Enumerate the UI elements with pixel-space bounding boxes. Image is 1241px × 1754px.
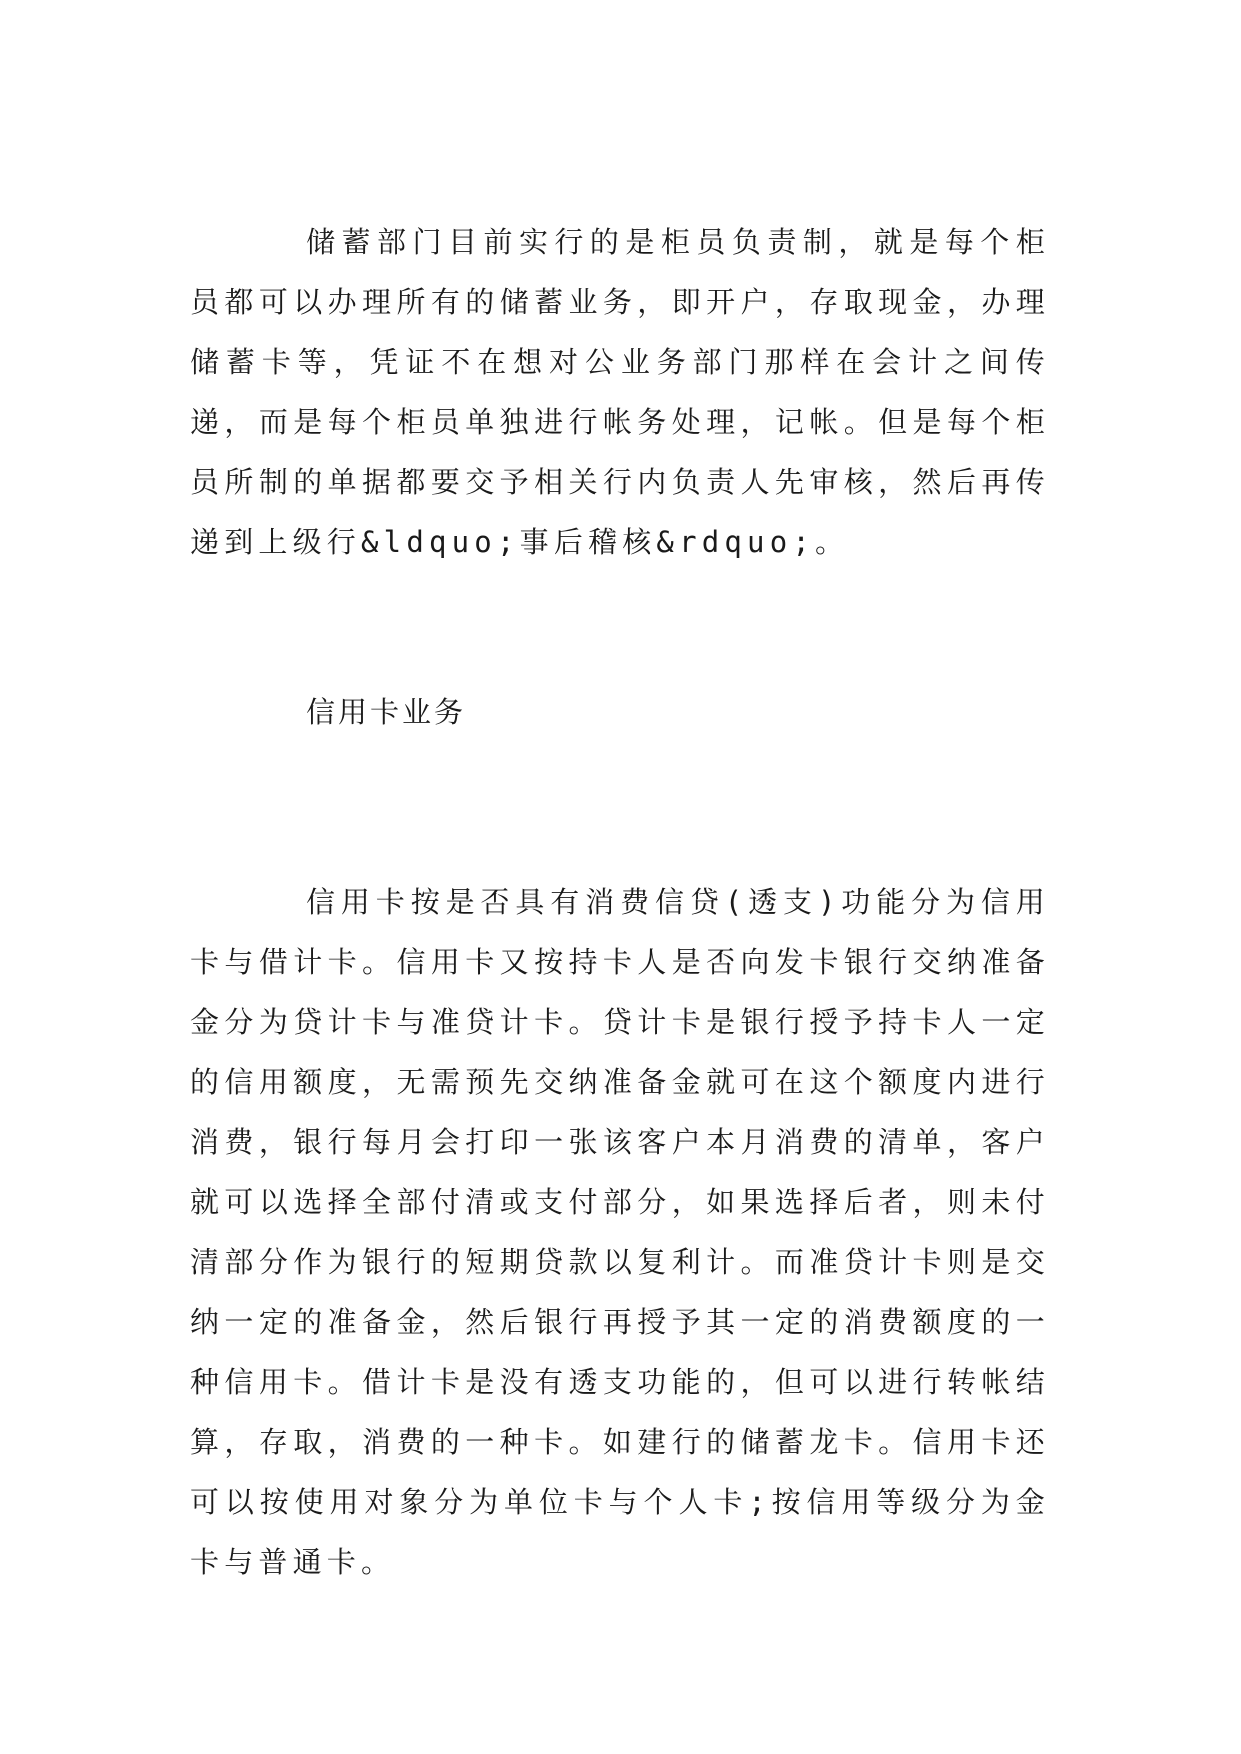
- paragraph-savings-department: 储蓄部门目前实行的是柜员负责制，就是每个柜员都可以办理所有的储蓄业务，即开户，存取现金，办理储蓄卡等，凭证不在想对公业务部门那样在会计之间传递，而是每个柜员单独进行帐务处理，记帐。但是每个柜员所制的单据都要交予相关行内负责人先审核，然后再传递到上级行&ldquo;事后稽核&rdquo;。: [190, 225, 1050, 559]
- section-heading-credit-card: 信用卡业务: [306, 695, 467, 729]
- paragraph-credit-card-types: 信用卡按是否具有消费信贷(透支)功能分为信用卡与借计卡。信用卡又按持卡人是否向发卡银行交纳准备金分为贷计卡与准贷计卡。贷计卡是银行授予持卡人一定的信用额度，无需预先交纳准备金就可在这个额度内进行消费，银行每月会打印一张该客户本月消费的清单，客户就可以选择全部付清或支付部分，如果选择后者，则未付清部分作为银行的短期贷款以复利计。而准贷计卡则是交纳一定的准备金，然后银行再授予其一定的消费额度的一种信用卡。借计卡是没有透支功能的，但可以进行转帐结算，存取，消费的一种卡。如建行的储蓄龙卡。信用卡还可以按使用对象分为单位卡与个人卡;按信用等级分为金卡与普通卡。: [190, 885, 1050, 1579]
